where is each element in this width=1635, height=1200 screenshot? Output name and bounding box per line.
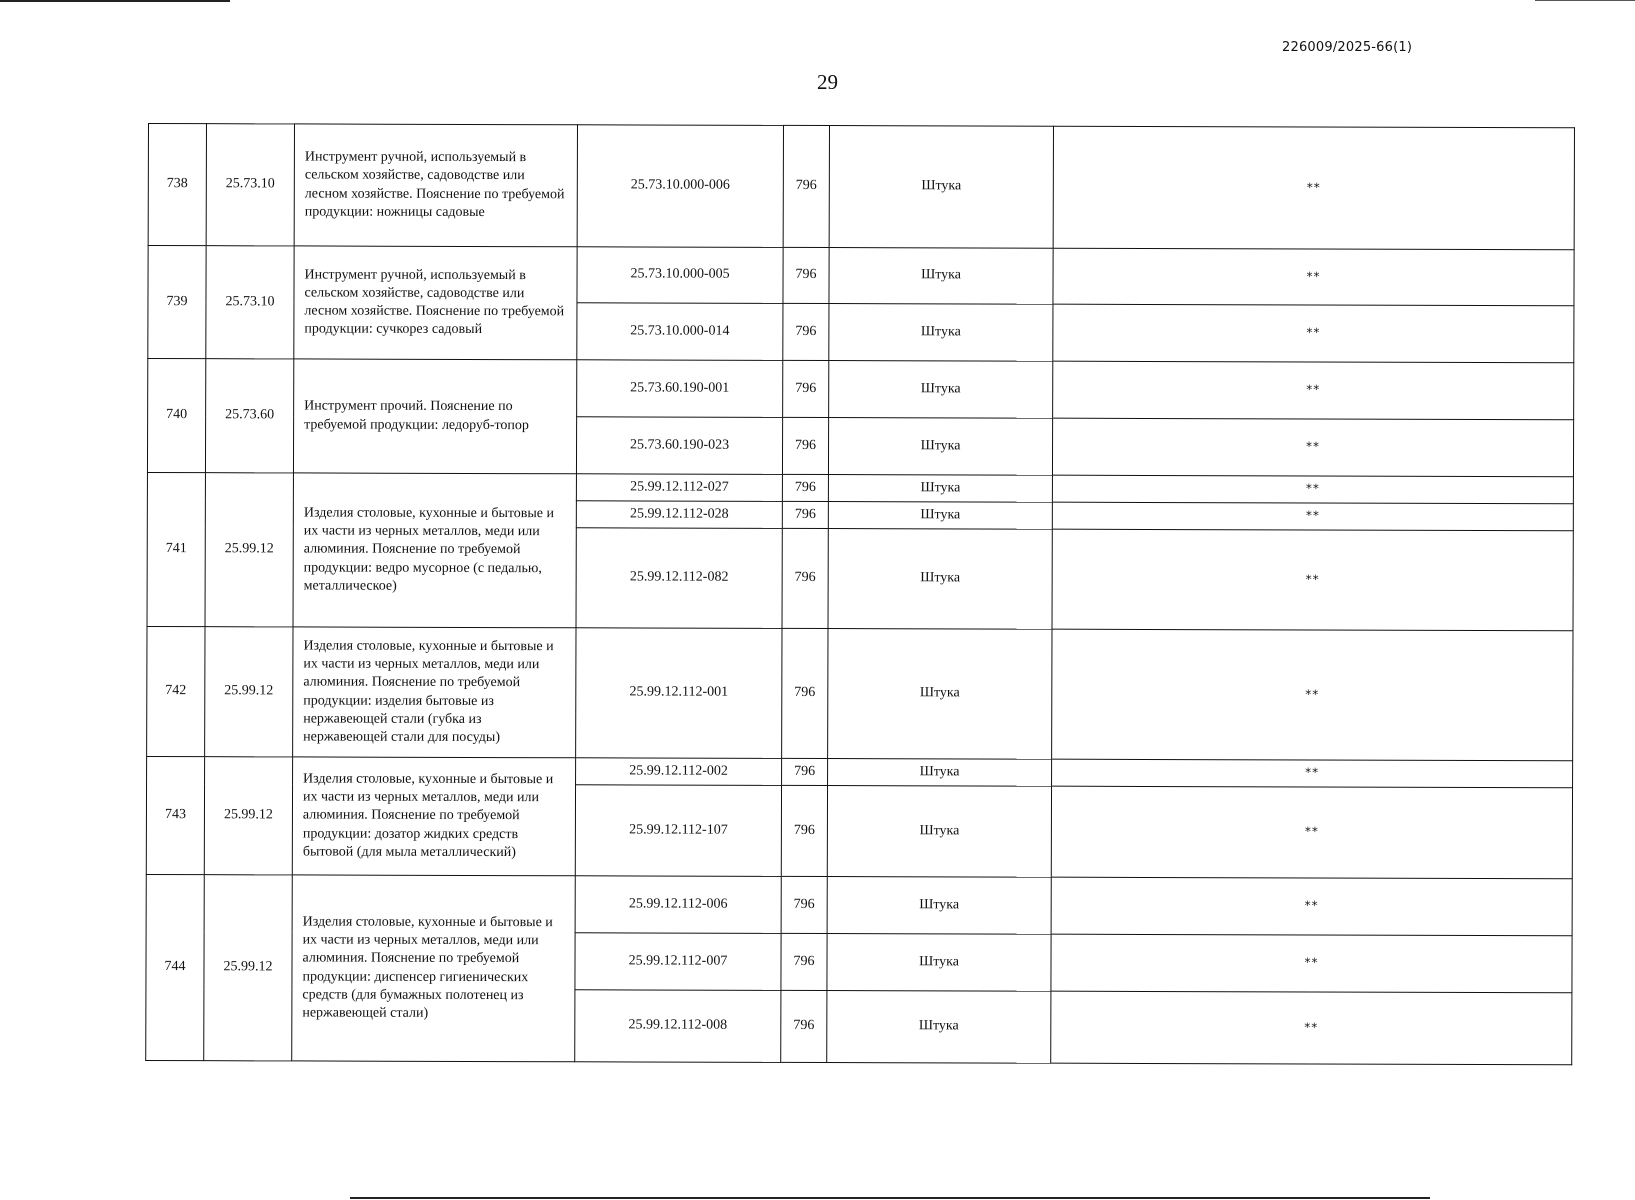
okei-code: 796 — [781, 876, 827, 933]
ktru-code: 25.99.12.112-002 — [576, 758, 782, 786]
unit-name: Штука — [828, 418, 1052, 476]
note-cell: ** — [1052, 529, 1573, 631]
ktru-code: 25.99.12.112-001 — [576, 628, 782, 759]
okpd-code: 25.73.60 — [205, 359, 293, 473]
note-cell: ** — [1053, 361, 1574, 420]
product-description: Инструмент прочий. Пояснение по требуемой продукции: ледоруб-топор — [293, 359, 576, 474]
row-number: 739 — [148, 246, 206, 359]
row-number: 740 — [147, 359, 205, 473]
page-number: 29 — [817, 70, 838, 94]
okei-code: 796 — [782, 628, 828, 758]
product-description: Инструмент ручной, используемый в сельском хозяйстве, садоводстве или лесном хозяйстве. Пояснение по требуемой продукции: сучкорез садовый — [294, 246, 577, 360]
ktru-code: 25.99.12.112-008 — [575, 990, 781, 1063]
product-description: Изделия столовые, кухонные и бытовые и их части из черных металлов, меди или алюминия. Пояснение по требуемой продукции: ведро мусорное (с педалью, металлическое) — [293, 473, 576, 628]
note-cell: ** — [1051, 786, 1572, 879]
table-row — [148, 359, 1574, 420]
table-row — [146, 874, 1572, 935]
ktru-code: 25.99.12.112-107 — [575, 785, 781, 877]
okei-code: 796 — [783, 360, 829, 417]
okei-code: 796 — [782, 501, 828, 528]
note-cell: ** — [1051, 991, 1572, 1065]
okei-code: 796 — [783, 125, 829, 247]
product-description: Изделия столовые, кухонные и бытовые и их части из черных металлов, меди или алюминия. Пояснение по требуемой продукции: дозатор жидких средств бытовой (для мыла металлический) — [292, 757, 575, 876]
unit-name: Штука — [827, 991, 1051, 1064]
note-cell: ** — [1053, 304, 1574, 363]
note-cell: ** — [1052, 759, 1573, 788]
okei-code: 796 — [781, 785, 827, 876]
ktru-code: 25.73.10.000-006 — [577, 125, 783, 248]
note-cell: ** — [1051, 934, 1572, 993]
table-row — [147, 472, 1573, 503]
scan-edge-line — [1535, 0, 1635, 1]
row-number: 741 — [147, 472, 205, 626]
unit-name: Штука — [829, 126, 1053, 249]
ktru-code: 25.73.60.190-001 — [577, 360, 783, 418]
unit-name: Штука — [828, 502, 1052, 530]
note-cell: ** — [1053, 248, 1574, 306]
unit-name: Штука — [828, 529, 1052, 630]
okpd-code: 25.99.12 — [205, 473, 293, 627]
ktru-code: 25.99.12.112-028 — [576, 501, 782, 529]
ktru-code: 25.73.10.000-014 — [577, 303, 783, 361]
row-number: 738 — [148, 124, 206, 246]
note-cell: ** — [1052, 502, 1573, 531]
note-cell: ** — [1052, 418, 1573, 477]
ktru-code: 25.99.12.112-006 — [575, 876, 781, 934]
unit-name: Штука — [829, 248, 1053, 305]
unit-name: Штука — [829, 361, 1053, 419]
unit-name: Штука — [828, 759, 1052, 787]
unit-name: Штука — [827, 934, 1051, 992]
unit-name: Штука — [827, 786, 1051, 878]
okei-code: 796 — [783, 303, 829, 360]
table-row — [148, 124, 1574, 250]
unit-name: Штука — [827, 877, 1051, 935]
scan-edge-line — [0, 0, 230, 2]
note-cell: ** — [1052, 629, 1573, 761]
okei-code: 796 — [783, 247, 829, 303]
unit-name: Штука — [828, 475, 1052, 503]
product-description: Изделия столовые, кухонные и бытовые и их части из черных металлов, меди или алюминия. Пояснение по требуемой продукции: изделия бытовые из нержавеющей стали (губка из нержавеющей стали для посуды) — [293, 627, 576, 758]
product-description: Инструмент ручной, используемый в сельском хозяйстве, садоводстве или лесном хозяйстве. Пояснение по требуемой продукции: ножницы садовые — [294, 124, 577, 247]
row-number: 743 — [146, 756, 204, 874]
unit-name: Штука — [829, 304, 1053, 362]
table-row — [147, 756, 1573, 787]
okei-code: 796 — [782, 528, 828, 628]
scan-edge-line — [350, 1197, 1430, 1199]
okei-code: 796 — [782, 417, 828, 474]
okei-code: 796 — [781, 933, 827, 990]
ktru-code: 25.73.60.190-023 — [576, 417, 782, 475]
okpd-code: 25.99.12 — [205, 627, 293, 757]
okpd-code: 25.99.12 — [204, 875, 293, 1061]
product-description: Изделия столовые, кухонные и бытовые и их части из черных металлов, меди или алюминия. Пояснение по требуемой продукции: диспенсер гигиенических средств (для бумажных полотенец из нержавеющей стали) — [292, 875, 576, 1062]
row-number: 744 — [146, 874, 205, 1060]
note-cell: ** — [1052, 475, 1573, 504]
row-number: 742 — [147, 626, 205, 756]
product-registry-table — [145, 123, 1575, 1065]
okpd-code: 25.73.10 — [206, 246, 294, 359]
ktru-code: 25.99.12.112-007 — [575, 933, 781, 991]
ktru-code: 25.99.12.112-082 — [576, 528, 782, 629]
okei-code: 796 — [782, 474, 828, 501]
unit-name: Штука — [828, 629, 1052, 760]
ktru-code: 25.73.10.000-005 — [577, 247, 783, 304]
ktru-code: 25.99.12.112-027 — [576, 474, 782, 502]
okei-code: 796 — [782, 758, 828, 785]
note-cell: ** — [1051, 877, 1572, 936]
okei-code: 796 — [781, 990, 827, 1062]
okpd-code: 25.73.10 — [206, 124, 294, 246]
okpd-code: 25.99.12 — [204, 757, 292, 875]
document-number: 226009/2025-66(1) — [1282, 40, 1413, 55]
table-row — [147, 626, 1573, 760]
table-row — [148, 246, 1574, 306]
note-cell: ** — [1053, 126, 1574, 250]
